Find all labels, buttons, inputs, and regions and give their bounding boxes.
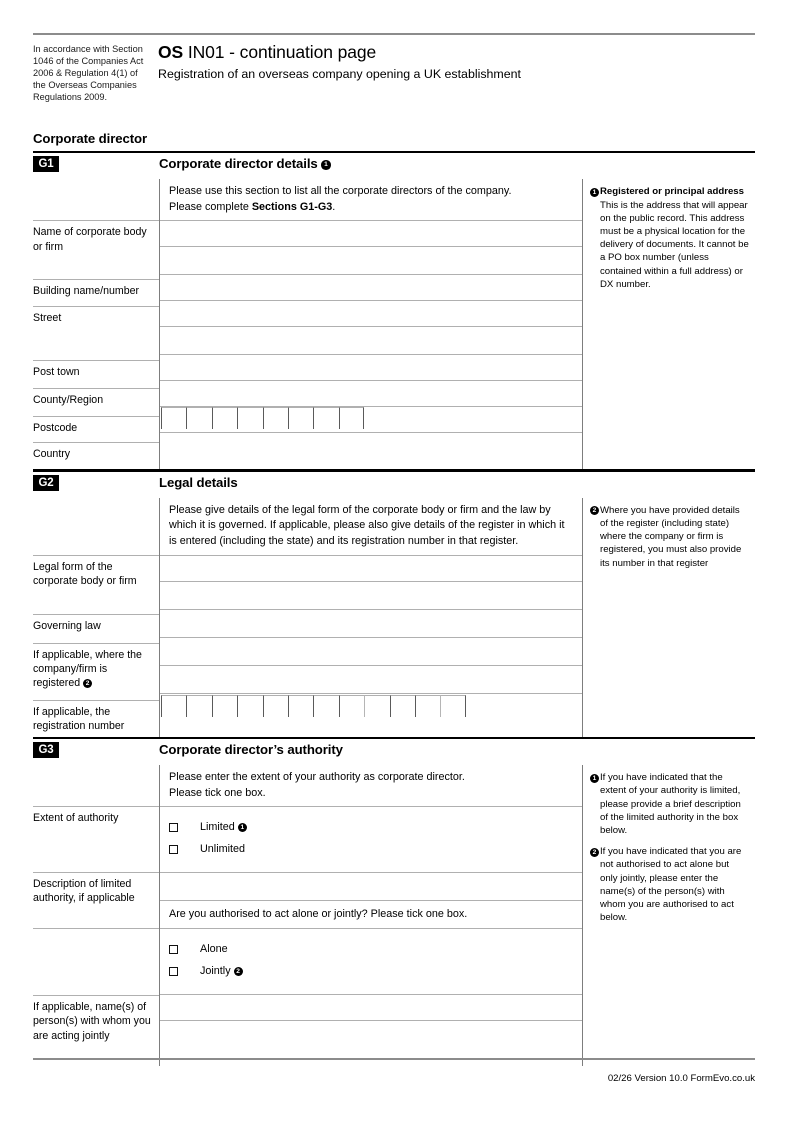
form-name: IN01 - continuation page [187, 42, 377, 62]
section-title-g1-text: Corporate director details [159, 156, 318, 172]
note-number-icon [590, 185, 600, 291]
top-divider-rule [33, 33, 755, 35]
note-heading: Registered or principal address [600, 186, 744, 198]
input-legal-form-line1[interactable] [160, 556, 582, 581]
guidance-g1 [160, 179, 582, 220]
postcode-char-box[interactable] [339, 407, 364, 429]
input-street-line1[interactable] [160, 301, 582, 326]
input-name-of-corporate-body-line2[interactable] [160, 247, 582, 274]
input-county-region[interactable] [160, 381, 582, 406]
legal-reference-text: In accordance with Section 1046 of the Companies Act 2006 & Regulation 4(1) of the Overseas Companies Regulations 2009. [33, 44, 144, 103]
postcode-char-box[interactable] [288, 407, 313, 429]
note-paragraph: This is the address that will appear on the public record. This address must be a physical location for the delivery of documents. It cannot be a PO box number (unless contained within a full address) or DX number. [600, 199, 749, 290]
section-title-g2: Legal details [159, 474, 238, 490]
checkbox-limited[interactable] [169, 823, 178, 832]
guidance-g1-bold: Sections G1-G3 [251, 200, 333, 213]
checkbox-label-limited [200, 820, 247, 834]
g3-notes [583, 765, 755, 930]
input-registration-number-boxes[interactable] [160, 695, 582, 717]
group-heading: Corporate director [33, 131, 147, 146]
section-title-g1 [159, 155, 331, 172]
guidance-g1-suffix: . [332, 200, 336, 213]
registration-char-box[interactable] [440, 695, 465, 717]
guidance-g3 [160, 765, 582, 806]
title-block [158, 40, 521, 83]
checkbox-jointly[interactable] [169, 967, 178, 976]
registration-char-box[interactable] [186, 695, 211, 717]
bottom-divider-rule [33, 1058, 755, 1060]
label-legal-form: Legal form of the corporate body or firm [33, 560, 137, 588]
input-post-town[interactable] [160, 355, 582, 380]
postcode-char-box[interactable] [237, 407, 262, 429]
note-marker-icon: 2 [590, 506, 599, 515]
checkbox-label-jointly [200, 964, 243, 978]
label-name-of-corporate-body: Name of corporate body or firm [33, 226, 147, 253]
registration-char-box[interactable] [161, 695, 186, 717]
registration-char-box[interactable] [364, 695, 389, 717]
g2-field-column [159, 498, 582, 737]
guidance-g1-line1: Please use this section to list all the corporate directors of the company. [169, 185, 512, 198]
label-extent-of-authority: Extent of authority [33, 812, 119, 825]
registration-char-box[interactable] [313, 695, 338, 717]
label-street: Street [33, 312, 62, 325]
g3-sidebar-column [582, 765, 755, 1066]
note-marker-icon: 2 [234, 967, 243, 976]
checkbox-alone[interactable] [169, 945, 178, 954]
g2-sidebar-column [582, 498, 755, 737]
checkbox-label-jointly-text: Jointly [200, 965, 231, 978]
alone-jointly-options [160, 929, 582, 994]
footer: 02/26 Version 10.0 FormEvo.co.uk [607, 1073, 755, 1084]
note-marker-icon: 1 [590, 188, 599, 197]
section-title-g3: Corporate director’s authority [159, 742, 343, 758]
checkbox-unlimited[interactable] [169, 845, 178, 854]
label-description-of-limited-authority: Description of limited authority, if applicable [33, 878, 135, 905]
input-description-of-limited-authority[interactable] [160, 873, 582, 900]
registration-char-box[interactable] [339, 695, 364, 717]
note-item [590, 771, 749, 837]
g1-notes [583, 179, 755, 297]
label-country: Country [33, 448, 71, 461]
section-header-g3 [33, 739, 755, 765]
checkbox-row-alone[interactable] [169, 938, 582, 960]
registration-char-box[interactable] [390, 695, 415, 717]
input-joint-names-line1[interactable] [160, 995, 582, 1020]
registration-char-box[interactable] [415, 695, 440, 717]
label-where-registered-text: If applicable, where the company/firm is registered [33, 648, 142, 690]
section-g2-grid [33, 498, 755, 737]
note-marker-icon: 2 [590, 848, 599, 857]
section-badge-g3: G3 [33, 742, 59, 758]
g2-notes [583, 498, 755, 576]
checkbox-row-unlimited[interactable] [169, 838, 582, 860]
label-joint-person-names: If applicable, name(s) of person(s) with whom you are acting jointly [33, 1001, 151, 1042]
section-badge-g1: G1 [33, 156, 59, 172]
registration-char-box[interactable] [237, 695, 262, 717]
label-building-name-number: Building name/number [33, 285, 139, 298]
section-g3-grid [33, 765, 755, 1066]
input-country[interactable] [160, 433, 582, 458]
section-g1-grid [33, 179, 755, 469]
note-marker-icon: 1 [238, 823, 247, 832]
checkbox-row-jointly[interactable] [169, 960, 582, 982]
checkbox-label-limited-text: Limited [200, 821, 235, 834]
label-post-town: Post town [33, 366, 80, 379]
note-item [590, 185, 749, 291]
checkbox-label-unlimited: Unlimited [200, 843, 246, 856]
note-marker-icon: 2 [83, 679, 92, 688]
g1-field-column [159, 179, 582, 469]
note-item [590, 504, 749, 570]
checkbox-row-limited[interactable] [169, 816, 582, 838]
input-where-registered-line1[interactable] [160, 638, 582, 665]
postcode-char-box[interactable] [186, 407, 211, 429]
guidance-g1-line2 [169, 200, 574, 215]
input-name-of-corporate-body-line1[interactable] [160, 221, 582, 246]
note-item [590, 845, 749, 924]
label-registration-number: If applicable, the registration number [33, 705, 125, 733]
form-body [33, 151, 755, 1066]
label-county-region: County/Region [33, 394, 104, 407]
note-text: If you have indicated that the extent of your authority is limited, please provide a brief description of the limited authority in the box below. [600, 772, 741, 836]
extent-of-authority-options [160, 807, 582, 872]
postcode-char-box[interactable] [263, 407, 288, 429]
section-header-g1 [33, 153, 755, 179]
note-text [600, 185, 749, 291]
registration-char-box[interactable] [288, 695, 313, 717]
form-code: OS [158, 42, 184, 62]
guidance-g3-line2: Please tick one box. [169, 786, 266, 799]
input-street-line2[interactable] [160, 327, 582, 354]
registration-char-box[interactable] [263, 695, 288, 717]
checkbox-label-alone: Alone [200, 943, 228, 956]
postcode-char-box[interactable] [161, 407, 186, 429]
g3-label-column [33, 765, 159, 1066]
postcode-char-box[interactable] [313, 407, 338, 429]
page-header [33, 40, 755, 103]
guidance-alone-or-jointly: Are you authorised to act alone or jointly? Please tick one box. [169, 908, 468, 921]
input-postcode-boxes[interactable] [160, 407, 582, 429]
label-postcode: Postcode [33, 422, 78, 435]
note-marker-icon: 1 [590, 774, 599, 783]
note-number-icon [590, 845, 600, 924]
note-text: If you have indicated that you are not authorised to act alone but only jointly, please enter the name(s) of the person(s) with whom you are authorised to act below. [600, 846, 742, 924]
input-governing-law[interactable] [160, 610, 582, 637]
g3-field-column [159, 765, 582, 1066]
note-text: Where you have provided details of the register (including state) where the company or firm is registered, you must also provide its number in that register [600, 504, 742, 569]
note-number-icon [590, 771, 600, 837]
postcode-char-box[interactable] [212, 407, 237, 429]
g1-label-column [33, 179, 159, 469]
label-governing-law: Governing law [33, 619, 101, 632]
form-title [158, 42, 521, 63]
guidance-g1-prefix: Please complete [169, 200, 252, 213]
form-subtitle: Registration of an overseas company opening a UK establishment [158, 67, 521, 81]
note-number-icon [590, 504, 600, 570]
note-marker-icon: 1 [321, 160, 331, 170]
label-where-registered [33, 644, 159, 700]
g2-label-column [33, 498, 159, 737]
guidance-g2: Please give details of the legal form of the corporate body or firm and the law by which it is governed. If applicable, please also give details of the register in which it is entered (including the state) and its registration number in that register. [169, 503, 565, 547]
section-header-g2 [33, 472, 755, 498]
g1-sidebar-column [582, 179, 755, 469]
input-where-registered-line2[interactable] [160, 666, 582, 693]
section-badge-g2: G2 [33, 475, 59, 491]
input-building-name-number[interactable] [160, 275, 582, 300]
guidance-g3-line1: Please enter the extent of your authority as corporate director. [169, 771, 465, 784]
registration-char-box[interactable] [212, 695, 237, 717]
input-legal-form-line2[interactable] [160, 582, 582, 609]
